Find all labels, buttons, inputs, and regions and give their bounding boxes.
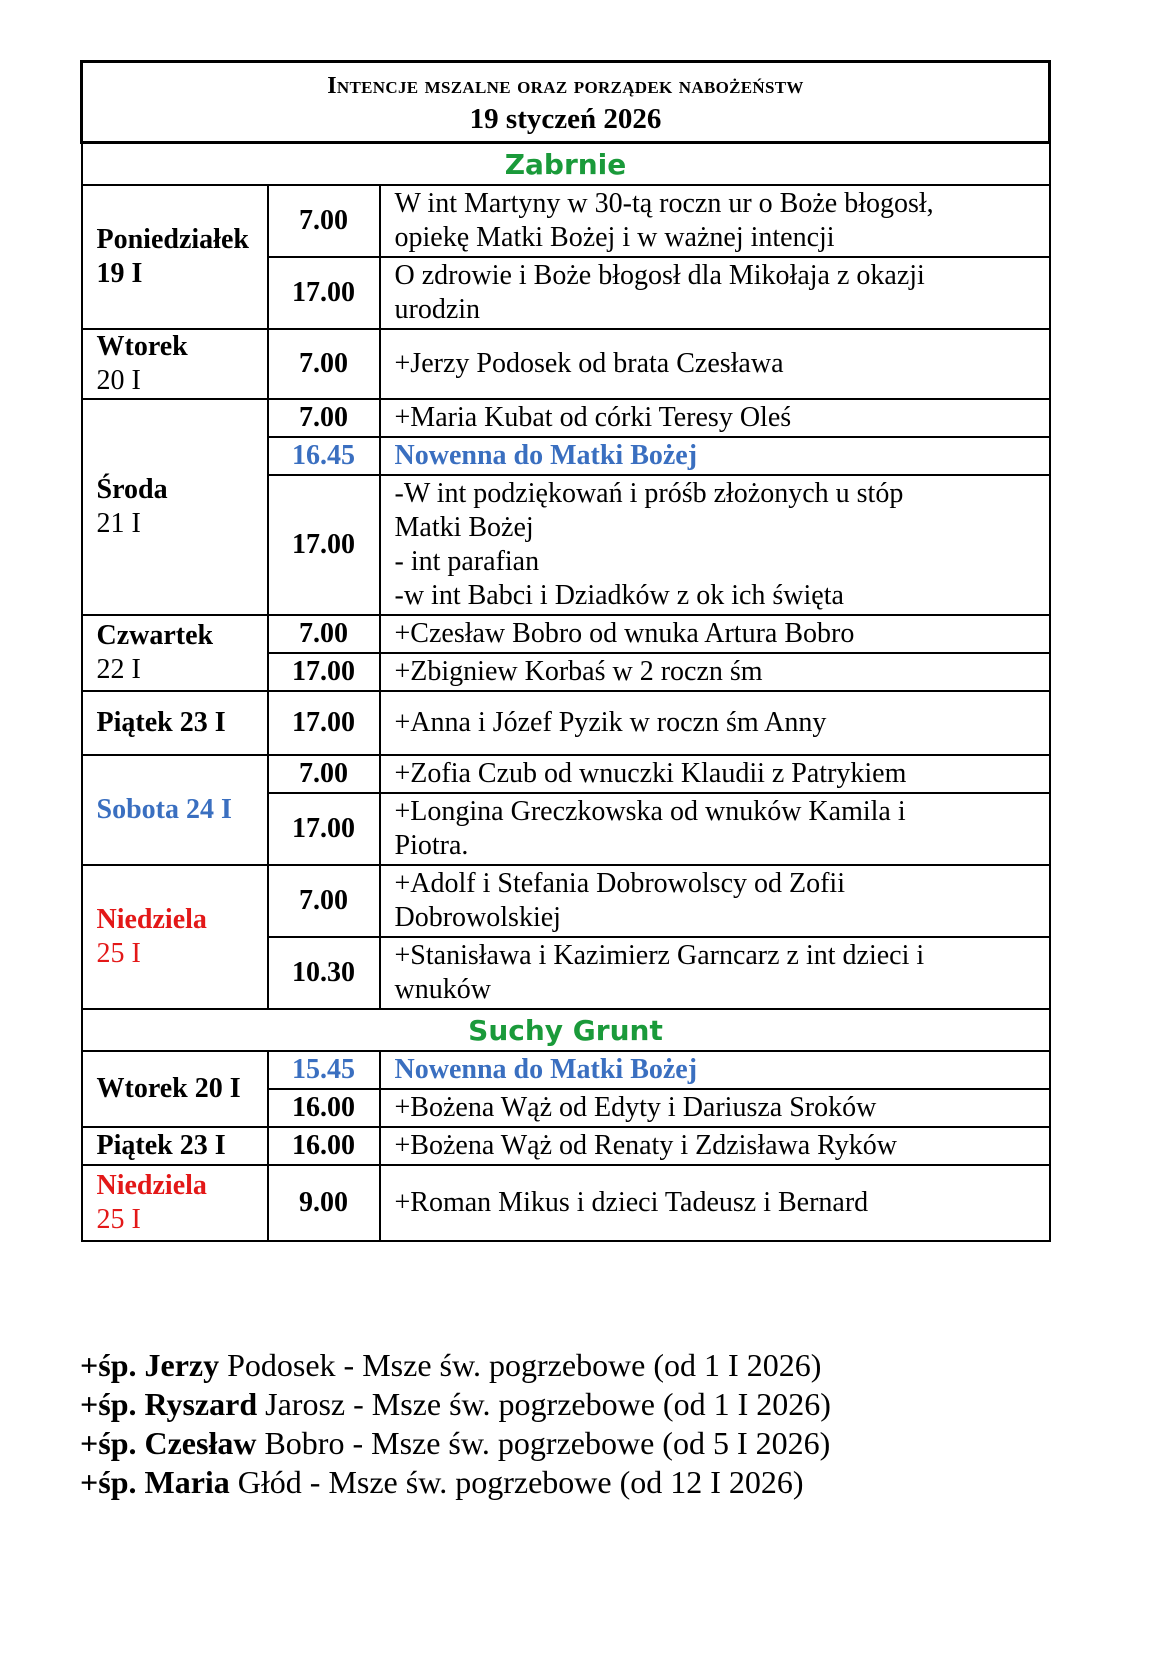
mass-time: 7.00 <box>268 865 380 937</box>
funeral-note <box>80 1463 831 1502</box>
day-date: 19 I <box>96 258 143 289</box>
funeral-note-name: Ryszard <box>144 1386 258 1422</box>
funeral-note-name: Maria <box>144 1464 230 1500</box>
intention-line: urodzin <box>394 294 481 325</box>
funeral-note-prefix: +śp. <box>80 1425 145 1461</box>
intention-line: -W int podziękowań i próśb złożonych u stóp <box>394 478 904 509</box>
day-cell <box>82 1127 268 1165</box>
day-cell <box>82 185 268 329</box>
page-date: 19 styczeń 2026 <box>469 103 662 135</box>
intention-line: +Bożena Wąż od Renaty i Zdzisława Ryków <box>394 1130 897 1161</box>
mass-intention <box>380 615 1050 653</box>
day-name: Czwartek <box>96 620 214 651</box>
intention-line: O zdrowie i Boże błogosł dla Mikołaja z okazji <box>394 260 925 291</box>
schedule-sheet <box>80 60 1048 1242</box>
funeral-note <box>80 1346 831 1385</box>
funeral-note-name: Jerzy <box>144 1347 220 1383</box>
mass-intention <box>380 329 1050 399</box>
funeral-note-text: Głód - Msze św. pogrzebowe (od 12 I 2026) <box>229 1464 804 1500</box>
intention-line: +Jerzy Podosek od brata Czesława <box>394 348 784 379</box>
day-cell <box>82 755 268 865</box>
day-cell <box>82 1051 268 1127</box>
intention-line: -w int Babci i Dziadków z ok ich święta <box>394 580 844 611</box>
day-cell <box>82 865 268 1009</box>
day-name: Piątek 23 I <box>96 707 226 738</box>
intention-line: +Maria Kubat od córki Teresy Oleś <box>394 402 792 433</box>
funeral-note-text: Bobro - Msze św. pogrzebowe (od 5 I 2026) <box>256 1425 831 1461</box>
mass-intention <box>380 1051 1050 1089</box>
funeral-note <box>80 1385 831 1424</box>
mass-time: 15.45 <box>268 1051 380 1089</box>
mass-time: 7.00 <box>268 329 380 399</box>
funeral-note-prefix: +śp. <box>80 1347 145 1383</box>
mass-intention <box>380 793 1050 865</box>
day-name: Środa <box>96 474 168 505</box>
page-title: Intencje mszalne oraz porządek nabożeństw <box>327 73 804 99</box>
mass-intention <box>380 399 1050 437</box>
day-date: 25 I <box>96 938 141 969</box>
day-date: 21 I <box>96 508 141 539</box>
day-name: Niedziela <box>96 904 207 935</box>
mass-time: 16.45 <box>268 437 380 475</box>
funeral-note-text: Podosek - Msze św. pogrzebowe (od 1 I 2026) <box>219 1347 822 1383</box>
location-title: Zabrnie <box>82 143 1050 186</box>
intention-line: wnuków <box>394 974 491 1005</box>
day-cell <box>82 691 268 755</box>
intention-line: +Anna i Józef Pyzik w roczn śm Anny <box>394 707 827 738</box>
intention-line: +Adolf i Stefania Dobrowolscy od Zofii <box>394 868 845 899</box>
mass-time: 17.00 <box>268 691 380 755</box>
mass-time: 17.00 <box>268 653 380 691</box>
mass-intention <box>380 755 1050 793</box>
day-cell <box>82 329 268 399</box>
schedule-row <box>82 691 1050 755</box>
location-title: Suchy Grunt <box>82 1009 1050 1051</box>
intention-line: Dobrowolskiej <box>394 902 561 933</box>
intention-line: Matki Bożej <box>394 512 534 543</box>
intention-line: Piotra. <box>394 830 469 861</box>
location-row <box>82 143 1050 186</box>
mass-time: 7.00 <box>268 615 380 653</box>
schedule-row <box>82 865 1050 937</box>
mass-intention <box>380 691 1050 755</box>
location-row <box>82 1009 1050 1051</box>
schedule-row <box>82 1127 1050 1165</box>
day-name: Piątek 23 I <box>96 1130 226 1161</box>
day-date: 20 I <box>96 365 141 396</box>
day-name: Wtorek 20 I <box>96 1073 241 1104</box>
funeral-note-prefix: +śp. <box>80 1386 145 1422</box>
schedule-row <box>82 615 1050 653</box>
day-cell <box>82 399 268 615</box>
mass-schedule-table <box>80 60 1051 1242</box>
day-cell <box>82 1165 268 1241</box>
intention-line: Nowenna do Matki Bożej <box>394 1054 698 1085</box>
day-name: Poniedziałek <box>96 224 249 255</box>
mass-time: 17.00 <box>268 793 380 865</box>
intention-line: Nowenna do Matki Bożej <box>394 440 698 471</box>
day-name: Wtorek <box>96 331 188 362</box>
intention-line: +Czesław Bobro od wnuka Artura Bobro <box>394 618 855 649</box>
funeral-note-name: Czesław <box>144 1425 257 1461</box>
funeral-notes <box>80 1346 831 1502</box>
funeral-note-prefix: +śp. <box>80 1464 145 1500</box>
mass-intention <box>380 865 1050 937</box>
mass-time: 7.00 <box>268 399 380 437</box>
intention-line: +Stanisława i Kazimierz Garncarz z int dzieci i <box>394 940 925 971</box>
mass-intention <box>380 937 1050 1009</box>
day-date: 25 I <box>96 1204 141 1235</box>
day-date: 22 I <box>96 654 141 685</box>
schedule-row <box>82 185 1050 257</box>
mass-intention <box>380 437 1050 475</box>
header-row <box>82 62 1050 143</box>
funeral-note <box>80 1424 831 1463</box>
schedule-row <box>82 1165 1050 1241</box>
mass-time: 7.00 <box>268 755 380 793</box>
mass-intention <box>380 1127 1050 1165</box>
mass-time: 17.00 <box>268 475 380 615</box>
mass-intention <box>380 185 1050 257</box>
mass-intention <box>380 1165 1050 1241</box>
schedule-row <box>82 329 1050 399</box>
mass-time: 16.00 <box>268 1089 380 1127</box>
schedule-body <box>82 62 1050 1242</box>
day-cell <box>82 615 268 691</box>
funeral-note-text: Jarosz - Msze św. pogrzebowe (od 1 I 2026) <box>257 1386 831 1422</box>
header-cell <box>82 62 1050 143</box>
mass-time: 17.00 <box>268 257 380 329</box>
mass-intention <box>380 1089 1050 1127</box>
intention-line: +Zofia Czub od wnuczki Klaudii z Patrykiem <box>394 758 907 789</box>
schedule-row <box>82 755 1050 793</box>
schedule-row <box>82 399 1050 437</box>
mass-time: 16.00 <box>268 1127 380 1165</box>
mass-intention <box>380 653 1050 691</box>
day-name: Sobota 24 I <box>96 794 232 825</box>
day-name: Niedziela <box>96 1170 207 1201</box>
intention-line: +Longina Greczkowska od wnuków Kamila i <box>394 796 906 827</box>
mass-time: 10.30 <box>268 937 380 1009</box>
intention-line: +Roman Mikus i dzieci Tadeusz i Bernard <box>394 1187 869 1218</box>
schedule-row <box>82 1051 1050 1089</box>
intention-line: opiekę Matki Bożej i w ważnej intencji <box>394 222 835 253</box>
intention-line: - int parafian <box>394 546 540 577</box>
intention-line: W int Martyny w 30-tą roczn ur o Boże błogosł, <box>394 188 934 219</box>
intention-line: +Zbigniew Korbaś w 2 roczn śm <box>394 656 763 687</box>
mass-time: 9.00 <box>268 1165 380 1241</box>
mass-intention <box>380 257 1050 329</box>
mass-time: 7.00 <box>268 185 380 257</box>
mass-intention <box>380 475 1050 615</box>
intention-line: +Bożena Wąż od Edyty i Dariusza Sroków <box>394 1092 877 1123</box>
